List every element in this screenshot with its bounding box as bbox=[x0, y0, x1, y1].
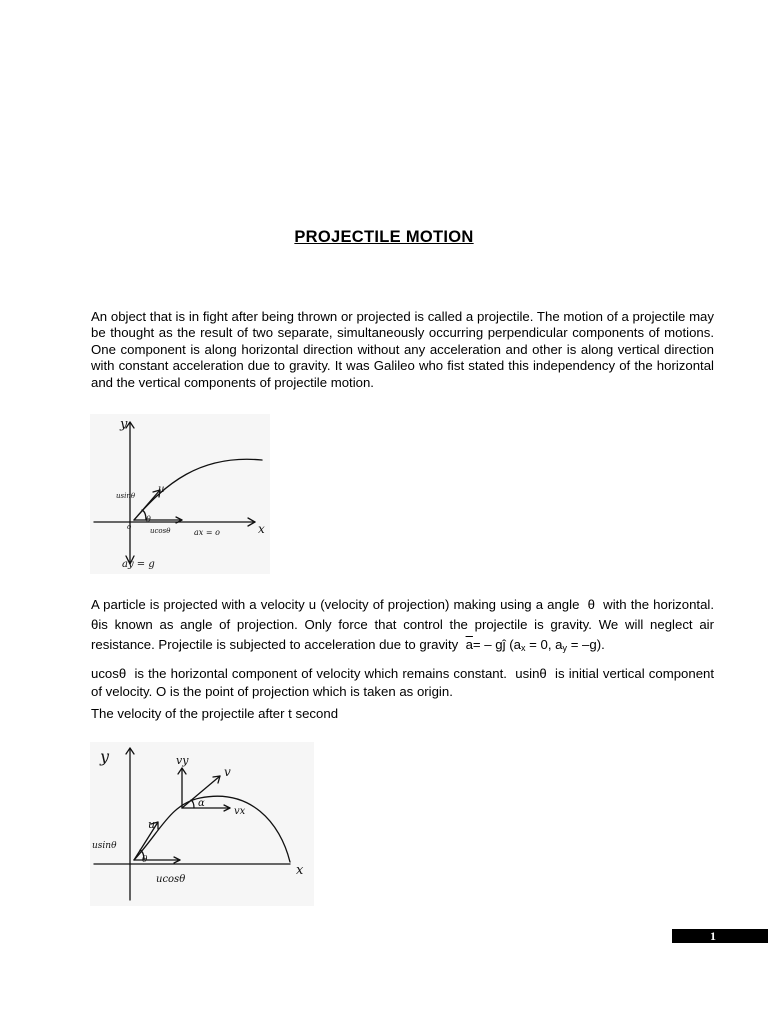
fig2-usin-label: usinθ bbox=[92, 841, 117, 851]
theta-symbol-2: θ bbox=[91, 617, 99, 632]
velocity-paragraph: The velocity of the projectile after t second bbox=[91, 706, 339, 721]
particle-text-b: with the horizontal. bbox=[603, 597, 714, 612]
fig2-v-label: v bbox=[224, 765, 231, 779]
unit-j: ĵ bbox=[502, 637, 506, 652]
particle-text-a: A particle is projected with a velocity u (velocity of projection) making using a angle bbox=[91, 597, 580, 612]
intro-paragraph: An object that is in fight after being thrown or projected is called a projectile. The motion of a projectile may be thought as the result of two separate, simultaneously occurring perpendicular components of motions. One component is along horizontal direction without any acceleration and other is along vertical direction with constant acceleration due to gravity. It was Galileo who fist stated this independency of the horizontal and the vertical components of projectile motion. bbox=[91, 309, 714, 390]
projectile-figure-2 bbox=[90, 742, 314, 906]
fig2-u-label: u bbox=[148, 818, 156, 831]
accel-mid: = 0, a bbox=[529, 637, 563, 652]
vertical-text: is initial vertical component of velocity. O is the point of projection which is taken as origin. bbox=[91, 666, 715, 699]
page-title: PROJECTILE MOTION bbox=[294, 228, 474, 246]
fig1-ag-label: ay = g bbox=[122, 559, 155, 570]
fig2-theta-label: θ bbox=[142, 855, 148, 865]
usin-term: usinθ bbox=[515, 666, 547, 681]
fig2-ucos-label: ucosθ bbox=[156, 874, 186, 885]
accel-paren: (a bbox=[509, 637, 521, 652]
fig1-usin-label: usinθ bbox=[116, 492, 136, 500]
particle-text-d: is known as angle of projection. Only force that control the projectile is gravity. We will neglect air resistance. Projectile is subjected to acceleration due to gravity bbox=[91, 617, 714, 652]
particle-paragraph bbox=[91, 595, 714, 658]
fig1-x-label: x bbox=[258, 522, 265, 536]
theta-symbol: θ bbox=[587, 597, 595, 612]
acceleration-eq: = – g bbox=[472, 637, 503, 652]
horizontal-text: is the horizontal component of velocity which remains constant. bbox=[134, 666, 507, 681]
fig1-ax-label: ax = o bbox=[194, 528, 220, 537]
fig2-vx-label: vx bbox=[234, 806, 246, 817]
page-number-badge: 1 bbox=[672, 929, 768, 943]
accel-end: = –g). bbox=[570, 637, 605, 652]
projectile-figure-1 bbox=[90, 414, 270, 574]
acceleration-vector: $\overline{a}$ bbox=[465, 637, 473, 652]
fig2-vy-label: vy bbox=[176, 754, 189, 767]
ay-subscript: y bbox=[562, 643, 568, 653]
fig1-y-label: y bbox=[120, 417, 128, 432]
fig2-y-label: y bbox=[100, 747, 110, 766]
fig1-theta-label: θ bbox=[146, 515, 151, 524]
fig1-ucos-label: ucosθ bbox=[150, 527, 171, 535]
fig1-u-label: u bbox=[158, 484, 165, 495]
ax-subscript: x bbox=[520, 643, 526, 653]
fig2-alpha-label: α bbox=[198, 798, 205, 809]
fig2-x-label: x bbox=[296, 863, 304, 878]
fig1-origin-label: o bbox=[127, 523, 132, 531]
components-paragraph bbox=[91, 665, 714, 701]
ucos-term: ucosθ bbox=[91, 666, 127, 681]
